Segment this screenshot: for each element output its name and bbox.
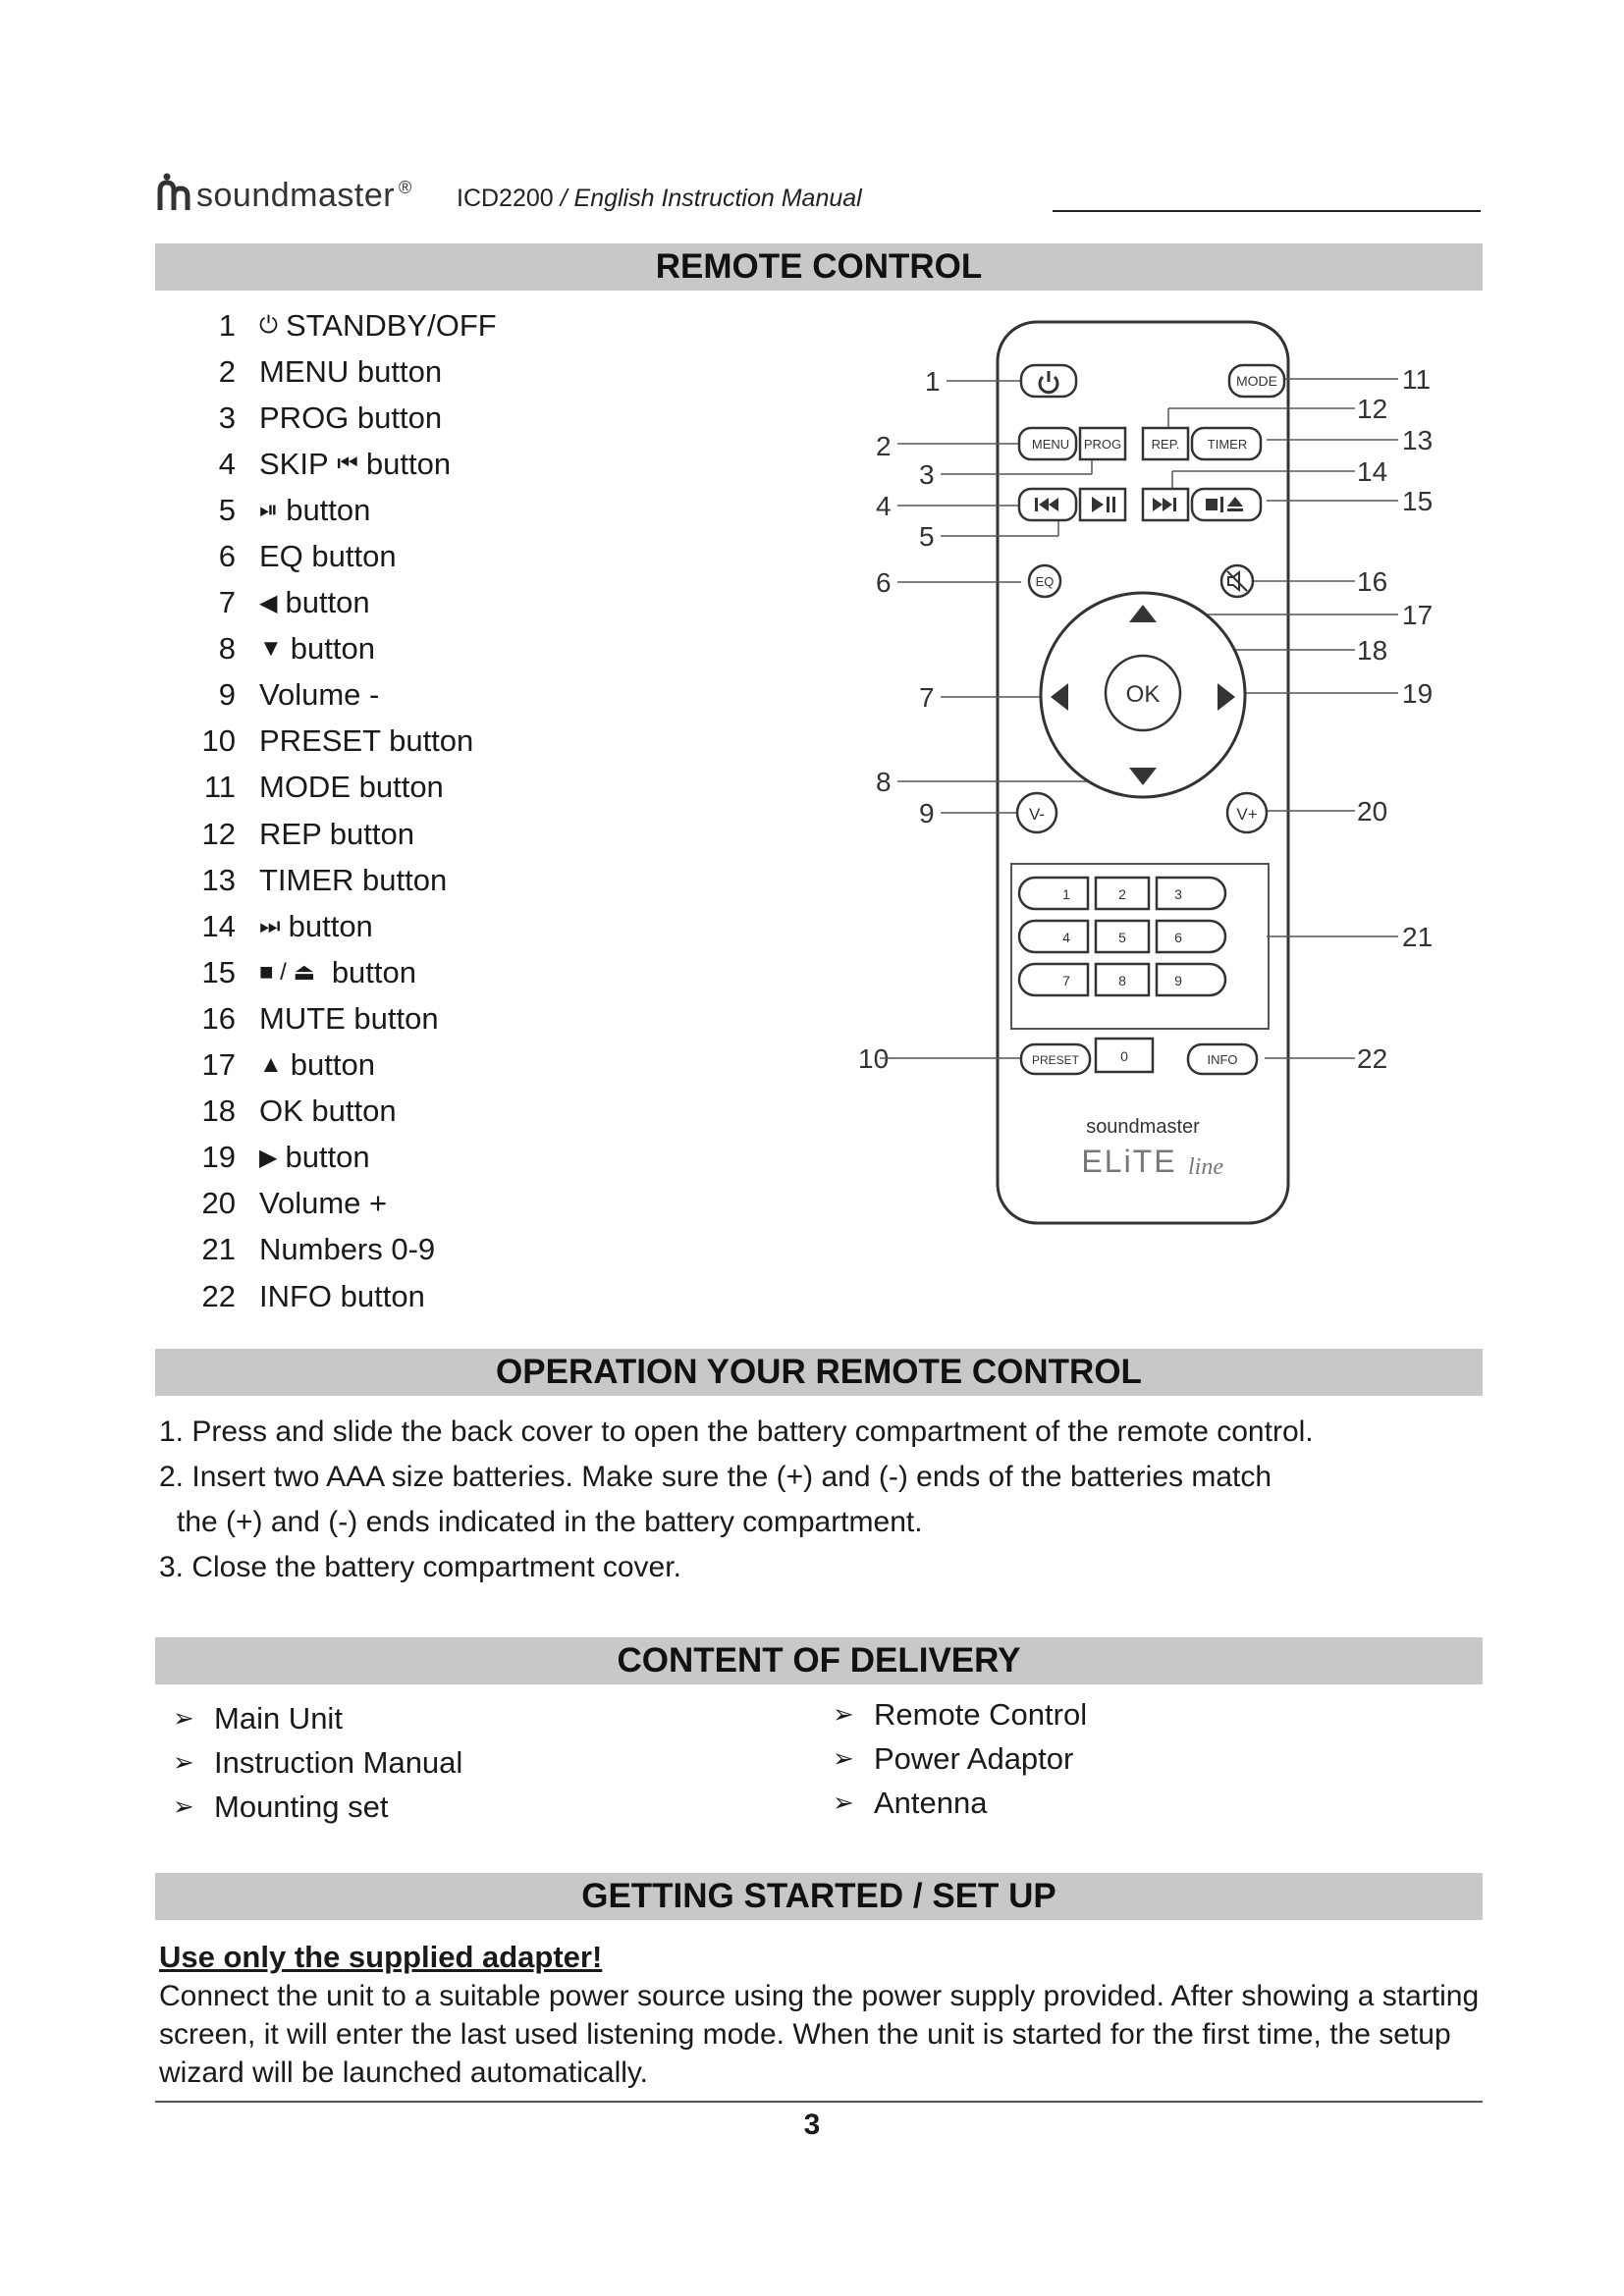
skip-back-button (1019, 489, 1076, 520)
list-item: ➢ Antenna (833, 1785, 988, 1820)
zero-button (1096, 1039, 1153, 1072)
list-item: 15 ■ / ⏏ button (201, 954, 417, 989)
list-item: 3. Close the battery compartment cover. (159, 1551, 681, 1583)
list-item: 1 ⏻ STANDBY/OFF (218, 307, 497, 343)
callout-13: 13 (1402, 425, 1434, 455)
list-item: 20 Volume + (201, 1186, 388, 1221)
svg-text:1: 1 (1062, 886, 1070, 902)
right-arrow-icon: ▶ (259, 1144, 278, 1171)
arrow-bullet-icon: ➢ (173, 1791, 194, 1821)
callout-8: 8 (876, 767, 892, 797)
callout-15: 15 (1402, 486, 1434, 516)
list-item: ➢ Instruction Manual (173, 1744, 463, 1780)
header-rule (1053, 210, 1481, 212)
volume-down-button (1017, 793, 1056, 832)
callout-4: 4 (876, 491, 892, 521)
svg-text:3: 3 (1174, 886, 1182, 902)
callout-21: 21 (1402, 922, 1434, 952)
arrow-bullet-icon: ➢ (833, 1699, 854, 1729)
svg-text:TIMER: TIMER (1207, 437, 1248, 452)
callouts-right (1357, 364, 1433, 1074)
brand-logo (157, 157, 412, 212)
page-number: 3 (803, 2109, 821, 2141)
mode-button (1229, 365, 1284, 397)
operation-steps (159, 1410, 1475, 1590)
svg-text:2: 2 (1118, 886, 1126, 902)
svg-text:0: 0 (1120, 1048, 1128, 1064)
svg-text:EQ: EQ (1035, 574, 1055, 589)
keypad-row-2 (1019, 921, 1225, 952)
delivery-list-left (173, 1696, 462, 1829)
list-item: 17 ▲ button (201, 1047, 375, 1083)
callout-1: 1 (925, 366, 941, 397)
callout-12: 12 (1357, 394, 1388, 424)
svg-text:6: 6 (1174, 930, 1182, 945)
keypad-row-1 (1019, 878, 1225, 909)
svg-text:REP.: REP. (1151, 437, 1180, 452)
svg-text:4: 4 (1062, 930, 1070, 945)
callout-7: 7 (919, 682, 935, 713)
callout-3: 3 (919, 459, 935, 490)
model-number: ICD2200 (457, 185, 554, 212)
svg-text:MODE: MODE (1236, 373, 1277, 389)
callout-19: 19 (1402, 678, 1434, 709)
callout-20: 20 (1357, 796, 1388, 827)
skip-forward-button (1143, 489, 1188, 520)
delivery-list-right (833, 1692, 1087, 1825)
callout-14: 14 (1357, 456, 1388, 487)
list-item: 4 SKIP ⏮ button (218, 446, 452, 481)
svg-text:V-: V- (1028, 805, 1046, 824)
power-icon: ⏻ (259, 311, 278, 339)
svg-text:8: 8 (1118, 973, 1126, 988)
navigation-pad (1041, 593, 1245, 797)
volume-up-button (1227, 793, 1267, 832)
callout-17: 17 (1402, 600, 1434, 630)
callouts-left (858, 366, 941, 1074)
remote-brand: soundmaster (1086, 1116, 1200, 1138)
list-item: 19 ▶ button (201, 1140, 370, 1175)
list-item: 21 Numbers 0-9 (201, 1232, 436, 1267)
menu-button (1019, 428, 1076, 459)
list-item: 2 MENU button (218, 353, 443, 389)
callout-22: 22 (1357, 1043, 1388, 1074)
svg-text:OK: OK (1125, 681, 1161, 708)
list-item: 11 MODE button (203, 770, 444, 805)
soundmaster-logo-icon (157, 173, 192, 212)
list-item: 3 PROG button (218, 400, 443, 435)
info-button (1188, 1044, 1257, 1074)
remote-line-name: ELiTE (1081, 1144, 1177, 1179)
list-item: 22 INFO button (201, 1278, 425, 1313)
callout-5: 5 (919, 521, 935, 552)
stop-eject-button (1192, 489, 1261, 520)
mute-button (1221, 565, 1253, 597)
brand-name: soundmaster ® (196, 177, 412, 214)
svg-text:PRESET: PRESET (1031, 1053, 1080, 1067)
list-item: 10 PRESET button (201, 723, 474, 759)
eq-button (1029, 565, 1060, 597)
list-item: the (+) and (-) ends indicated in the battery compartment. (177, 1506, 923, 1538)
up-arrow-icon: ▲ (259, 1051, 283, 1079)
rep-button (1143, 428, 1188, 459)
list-item: 1. Press and slide the back cover to open the battery compartment of the remote control. (159, 1415, 1314, 1448)
list-item: 13 TIMER button (201, 862, 448, 897)
manual-title: English Instruction Manual (573, 185, 862, 212)
manual-header: ICD2200 / English Instruction Manual (457, 185, 862, 212)
section-heading-remote-control: REMOTE CONTROL (155, 243, 1483, 291)
svg-text:7: 7 (1062, 973, 1070, 988)
remote-control-diagram (848, 314, 1457, 1227)
timer-button (1192, 428, 1261, 459)
setup-paragraph: Connect the unit to a suitable power source using the power supply provided. After showing a starting screen, it will enter the last used listening mode. When the unit is started for the first time, the setup wizard will be launched automatically. (159, 1980, 1480, 2089)
section-heading-delivery: CONTENT OF DELIVERY (155, 1637, 1483, 1684)
callout-11: 11 (1402, 364, 1432, 395)
list-item: 14 ⏭ button (201, 908, 373, 943)
arrow-bullet-icon: ➢ (833, 1743, 854, 1773)
down-arrow-icon: ▼ (259, 635, 283, 663)
callout-18: 18 (1357, 635, 1388, 666)
preset-button (1021, 1044, 1090, 1074)
list-item: 12 REP button (201, 816, 414, 851)
callout-10: 10 (858, 1043, 890, 1074)
power-button (1021, 365, 1076, 397)
ok-button (1106, 656, 1180, 730)
stop-eject-icon: ■ / ⏏ (259, 959, 316, 987)
prog-button (1080, 428, 1125, 459)
remote-line-script: line (1188, 1154, 1223, 1180)
svg-text:INFO: INFO (1207, 1052, 1238, 1067)
skip-forward-icon: ⏭ (259, 912, 281, 939)
list-item: ➢ Mounting set (173, 1789, 389, 1824)
callout-16: 16 (1357, 566, 1388, 597)
list-item: 8 ▼ button (218, 631, 375, 667)
arrow-bullet-icon: ➢ (173, 1703, 194, 1733)
play-pause-icon: ⏯ (259, 496, 279, 523)
callout-6: 6 (876, 567, 892, 598)
keypad-row-3 (1019, 964, 1225, 995)
remote-control-key-list (187, 302, 599, 1319)
list-item: ➢ Power Adaptor (833, 1740, 1074, 1776)
play-pause-button (1080, 489, 1125, 520)
adapter-warning: Use only the supplied adapter! (159, 1940, 603, 1974)
arrow-bullet-icon: ➢ (833, 1788, 854, 1817)
skip-back-icon: ⏮ (337, 450, 358, 477)
callout-2: 2 (876, 431, 892, 461)
left-arrow-icon: ◀ (259, 589, 278, 616)
list-item: 2. Insert two AAA size batteries. Make sure the (+) and (-) ends of the batteries match (159, 1461, 1272, 1493)
svg-text:MENU: MENU (1031, 437, 1070, 452)
list-item: 18 OK button (201, 1094, 397, 1129)
section-heading-operation: OPERATION YOUR REMOTE CONTROL (155, 1349, 1483, 1396)
list-item: ➢ Main Unit (173, 1700, 343, 1735)
svg-text:5: 5 (1118, 930, 1126, 945)
list-item: 16 MUTE button (201, 1000, 439, 1036)
footer-rule (155, 2101, 1483, 2103)
svg-text:PROG: PROG (1083, 437, 1122, 452)
arrow-bullet-icon: ➢ (173, 1747, 194, 1777)
section-heading-getting-started: GETTING STARTED / SET UP (155, 1873, 1483, 1920)
list-item: ➢ Remote Control (833, 1696, 1088, 1732)
callout-9: 9 (919, 798, 935, 828)
list-item: 9 Volume - (218, 677, 380, 713)
svg-text:9: 9 (1174, 973, 1182, 988)
svg-text:V+: V+ (1236, 805, 1258, 824)
list-item: 7 ◀ button (218, 585, 370, 620)
list-item: 5 ⏯ button (218, 492, 371, 527)
list-item: 6 EQ button (218, 539, 397, 574)
